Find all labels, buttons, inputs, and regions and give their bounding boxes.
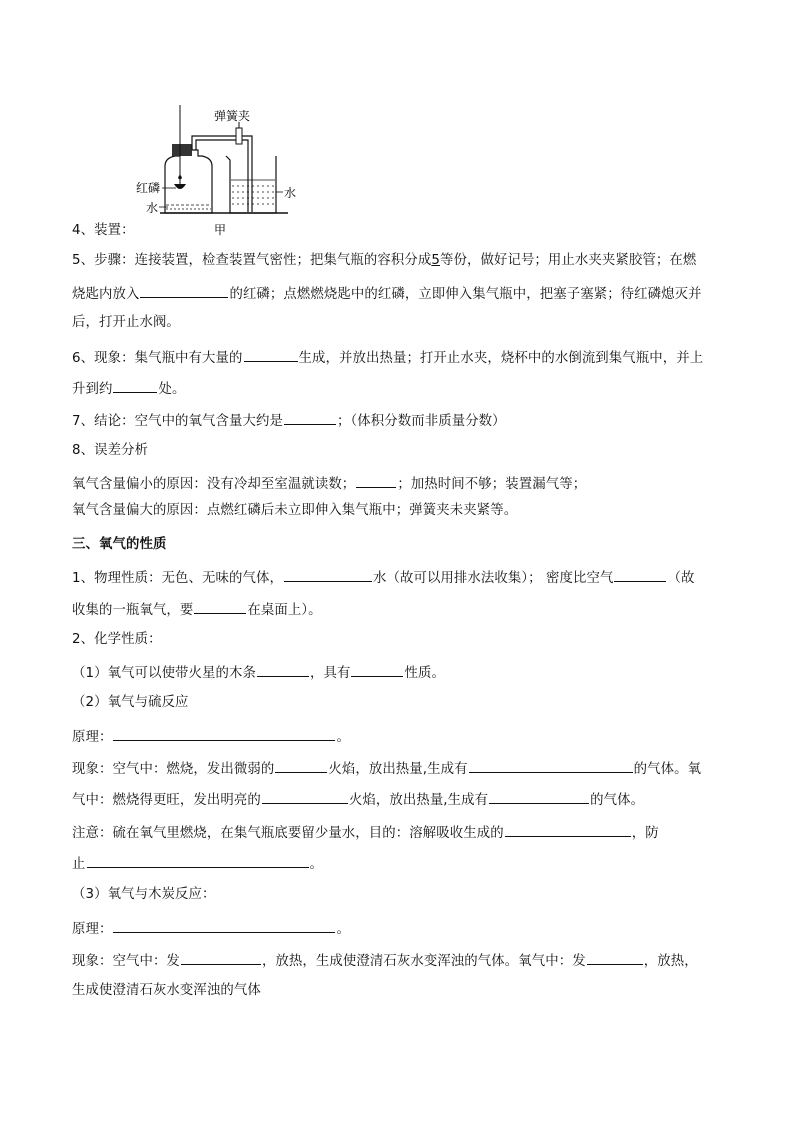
item-5-line3: 后，打开止水阀。: [72, 315, 180, 330]
red-phosphorus-label: 红磷: [136, 181, 161, 195]
section-heading: 三、氧气的性质: [72, 537, 167, 552]
water-label-right: 水: [284, 186, 297, 200]
error-large: 氧气含量偏大的原因：点燃红磷后未立即伸入集气瓶中；弹簧夹未夹紧等。: [72, 503, 518, 518]
phys-line1: 1、物理性质：无色、无味的气体， 水（故可以用排水法收集）； 密度比空气 （故: [72, 567, 694, 588]
phys-line2: 收集的一瓶氧气，要 在桌面上）。: [72, 599, 322, 620]
blank[interactable]: [113, 918, 335, 933]
item-5-line1: 5、步骤：连接装置，检查装置气密性；把集气瓶的容积分成5等份，做好记号；用止水夹夹紧胶管；在燃: [72, 253, 697, 268]
item-5-line2: 烧匙内放入 的红磷；点燃燃烧匙中的红磷，立即伸入集气瓶中，把塞子塞紧；待红磷熄灭并: [72, 283, 702, 304]
blank[interactable]: [257, 662, 309, 677]
item-7: 7、结论：空气中的氧气含量大约是 ；（体积分数而非质量分数）: [72, 410, 506, 431]
blank[interactable]: [262, 789, 348, 804]
blank[interactable]: [351, 662, 403, 677]
note-line2: 止 。: [72, 853, 323, 874]
principle-sulfur: 原理： 。: [72, 726, 350, 747]
item-4: 4、装置：: [72, 223, 135, 238]
blank[interactable]: [469, 758, 633, 773]
item-8: 8、误差分析: [72, 443, 149, 458]
item-6-line2: 升到约 处。: [72, 378, 185, 399]
chem-heading: 2、化学性质：: [72, 632, 162, 647]
principle-carbon: 原理： 。: [72, 918, 350, 939]
blank[interactable]: [614, 567, 666, 582]
blank[interactable]: [489, 789, 589, 804]
blank[interactable]: [284, 410, 336, 425]
stopper: [172, 144, 192, 156]
phenomenon-sulfur-line1: 现象：空气中：燃烧，发出微弱的 火焰，放出热量,生成有 的气体。氧: [72, 758, 701, 779]
blank[interactable]: [275, 758, 327, 773]
item-6-line1: 6、现象：集气瓶中有大量的 生成，并放出热量；打开止水夹，烧杯中的水倒流到集气瓶中，并上: [72, 347, 703, 368]
apparatus-diagram: [0, 0, 794, 240]
blank[interactable]: [505, 822, 631, 837]
note-line1: 注意：硫在氧气里燃烧，在集气瓶底要留少量水，目的：溶解吸收生成的 ，防: [72, 822, 659, 843]
blank[interactable]: [356, 473, 396, 488]
water-label-left: 水: [146, 201, 159, 215]
chem-1: （1）氧气可以使带火星的木条 ，具有 性质。: [72, 662, 445, 683]
blank[interactable]: [113, 378, 157, 393]
chem-3: （3）氧气与木炭反应：: [72, 887, 216, 902]
chem-2: （2）氧气与硫反应: [72, 695, 189, 710]
blank[interactable]: [87, 853, 309, 868]
blank[interactable]: [140, 283, 228, 298]
figure-caption: 甲: [214, 223, 227, 237]
blank[interactable]: [284, 567, 372, 582]
spring-clamp: [236, 128, 242, 144]
phenomenon-carbon-line1: 现象：空气中：发 ，放热，生成使澄清石灰水变浑浊的气体。氧气中：发 ，放热，: [72, 950, 698, 971]
phenomenon-sulfur-line2: 气中：燃烧得更旺，发出明亮的 火焰，放出热量,生成有 的气体。: [72, 789, 644, 810]
blank[interactable]: [587, 950, 643, 965]
clamp-label: 弹簧夹: [214, 109, 251, 123]
blank[interactable]: [244, 347, 298, 362]
phenomenon-carbon-line2: 生成使澄清石灰水变浑浊的气体: [72, 983, 261, 998]
blank[interactable]: [194, 599, 246, 614]
blank[interactable]: [113, 726, 335, 741]
blank[interactable]: [181, 950, 261, 965]
error-small: 氧气含量偏小的原因：没有冷却至室温就读数； ；加热时间不够；装置漏气等；: [72, 473, 586, 494]
